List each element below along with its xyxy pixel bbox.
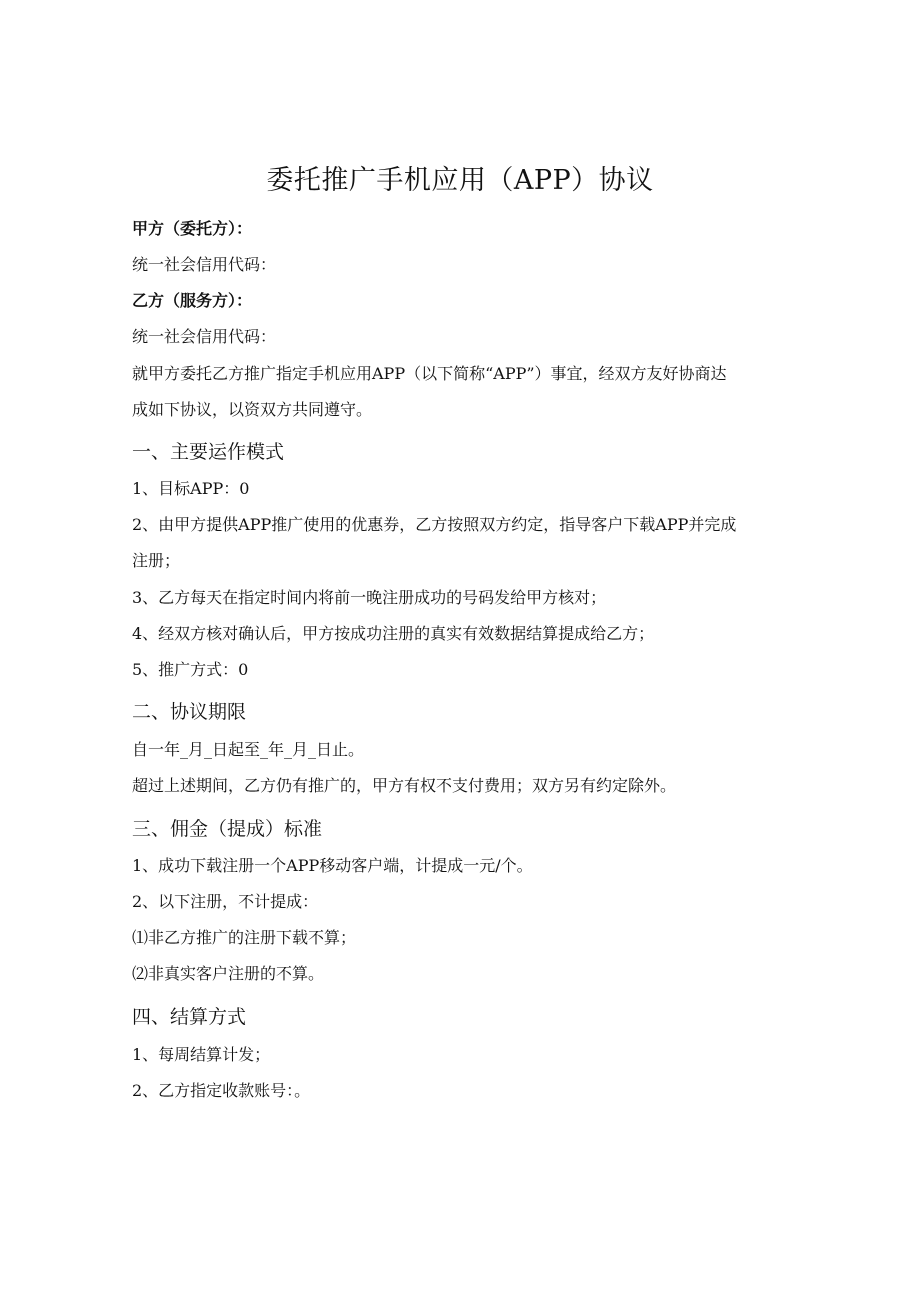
section-line: 自一年_月_日起至_年_月_日止。	[132, 740, 365, 759]
section-line: 超过上述期间，乙方仍有推广的，甲方有权不支付费用；双方另有约定除外。	[132, 776, 677, 795]
party-b-label: 乙方（服务方）：	[132, 291, 253, 310]
section-line: 注册；	[132, 551, 181, 570]
party-b-credit-code: 统一社会信用代码：	[132, 327, 277, 346]
section-heading: 二、协议期限	[132, 701, 247, 723]
party-a-credit-code: 统一社会信用代码：	[132, 255, 277, 274]
section-heading: 四、结算方式	[132, 1006, 247, 1028]
section-line: 3、乙方每天在指定时间内将前一晚注册成功的号码发给甲方核对；	[132, 588, 607, 607]
section-line: ⑴非乙方推广的注册下载不算；	[132, 928, 357, 947]
intro-paragraph-line-1: 就甲方委托乙方推广指定手机应用APP（以下简称“APP”）事宜，经双方友好协商达	[132, 364, 727, 383]
section-heading: 一、主要运作模式	[132, 441, 285, 463]
section-line: 2、乙方指定收款账号：。	[132, 1081, 311, 1100]
section-line: 2、由甲方提供APP推广使用的优惠券，乙方按照双方约定，指导客户下载APP并完成	[132, 515, 737, 534]
section-line: 5、推广方式：0	[132, 660, 249, 679]
section-line: 1、目标APP：0	[132, 479, 250, 498]
section-line: ⑵非真实客户注册的不算。	[132, 964, 325, 983]
section-line: 4、经双方核对确认后，甲方按成功注册的真实有效数据结算提成给乙方；	[132, 624, 655, 643]
section-line: 1、成功下载注册一个APP移动客户端，计提成一元/个。	[132, 856, 533, 875]
party-a-label: 甲方（委托方）：	[132, 219, 253, 238]
section-heading: 三、佣金（提成）标准	[132, 818, 323, 840]
intro-paragraph-line-2: 成如下协议，以资双方共同遵守。	[132, 400, 373, 419]
document-title: 委托推广手机应用（APP）协议	[266, 165, 654, 196]
section-line: 1、每周结算计发；	[132, 1045, 271, 1064]
section-line: 2、以下注册，不计提成：	[132, 892, 319, 911]
